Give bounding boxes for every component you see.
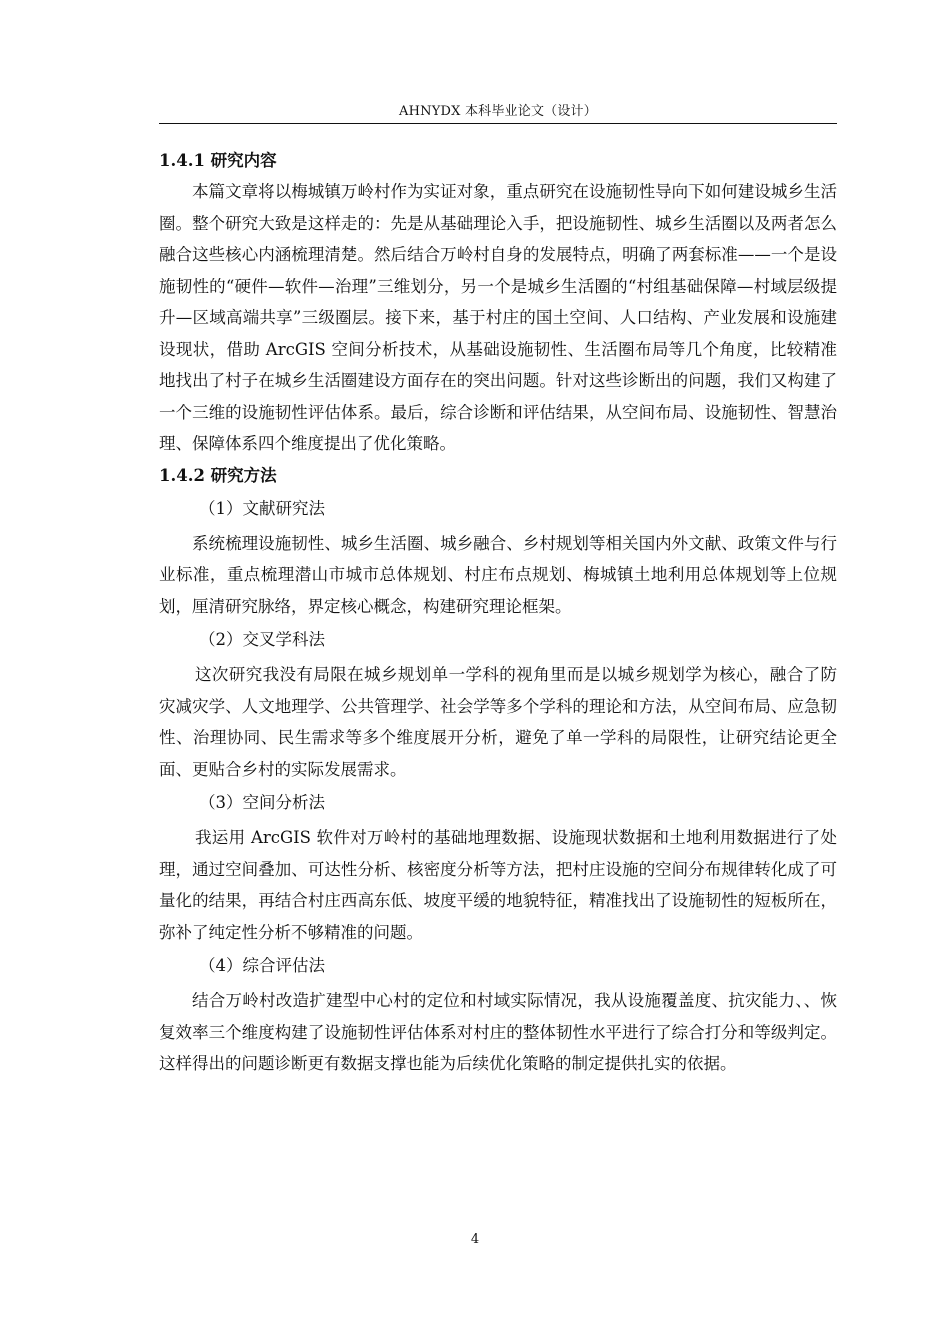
method-title-literature: （1）文献研究法 [199, 498, 325, 518]
section-heading-research-content: 1.4.1 研究内容 [159, 151, 277, 170]
page-header: AHNYDX 本科毕业论文（设计） [399, 104, 597, 119]
method-paragraph-spatial-analysis: 我运用 ArcGIS 软件对万岭村的基础地理数据、设施现状数据和土地利用数据进行了处理，通过空间叠加、可达性分析、核密度分析等方法，把村庄设施的空间分布规律转化成了可量化的结果，再结合村庄西高东低、坡度平缓的地貌特征，精准找出了设施韧性的短板所在，弥补了纯定性分析不够精准的问题。 [159, 828, 837, 942]
header-divider [159, 123, 837, 124]
page-content [159, 145, 837, 1080]
research-content-paragraph: 本篇文章将以梅城镇万岭村作为实证对象，重点研究在设施韧性导向下如何建设城乡生活圈。整个研究大致是这样走的：先是从基础理论入手，把设施韧性、城乡生活圈以及两者怎么融合这些核心内涵梳理清楚。然后结合万岭村自身的发展特点，明确了两套标准——一个是设施韧性的“硬件—软件—治理”三维划分，另一个是城乡生活圈的“村组基础保障—村域层级提升—区域高端共享”三级圈层。接下来，基于村庄的国土空间、人口结构、产业发展和设施建设现状，借助 ArcGIS 空间分析技术，从基础设施韧性、生活圈布局等几个角度，比较精准地找出了村子在城乡生活圈建设方面存在的突出问题。针对这些诊断出的问题，我们又构建了一个三维的设施韧性评估体系。最后，综合诊断和评估结果，从空间布局、设施韧性、智慧治理、保障体系四个维度提出了优化策略。 [159, 182, 837, 453]
method-paragraph-comprehensive-evaluation: 结合万岭村改造扩建型中心村的定位和村域实际情况，我从设施覆盖度、抗灾能力、、恢复效率三个维度构建了设施韧性评估体系对村庄的整体韧性水平进行了综合打分和等级判定。这样得出的问题诊断更有数据支撑也能为后续优化策略的制定提供扎实的依据。 [159, 991, 837, 1073]
method-paragraph-interdisciplinary: 这次研究我没有局限在城乡规划单一学科的视角里而是以城乡规划学为核心，融合了防灾减灾学、人文地理学、公共管理学、社会学等多个学科的理论和方法，从空间布局、应急韧性、治理协同、民生需求等多个维度展开分析，避免了单一学科的局限性，让研究结论更全面、更贴合乡村的实际发展需求。 [159, 665, 837, 779]
method-title-spatial-analysis: （3）空间分析法 [199, 793, 325, 812]
section-heading-research-methods: 1.4.2 研究方法 [159, 465, 277, 485]
method-title-interdisciplinary: （2）交叉学科法 [199, 630, 325, 649]
page-number: 4 [470, 1232, 480, 1247]
method-title-comprehensive-evaluation: （4）综合评估法 [199, 956, 325, 975]
method-paragraph-literature: 系统梳理设施韧性、城乡生活圈、城乡融合、乡村规划等相关国内外文献、政策文件与行业标准，重点梳理潜山市城市总体规划、村庄布点规划、梅城镇土地利用总体规划等上位规划，厘清研究脉络，界定核心概念，构建研究理论框架。 [159, 533, 837, 616]
